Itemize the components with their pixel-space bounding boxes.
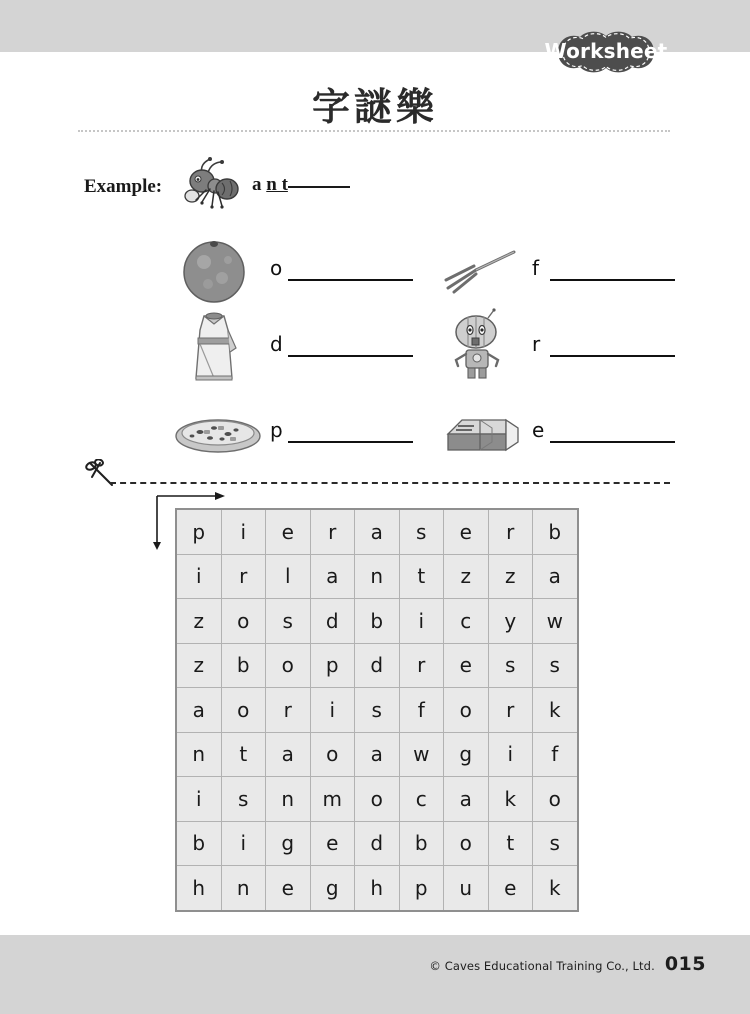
grid-cell[interactable]: o xyxy=(221,599,266,644)
grid-row xyxy=(176,732,578,777)
question-eraser xyxy=(432,394,707,470)
grid-row xyxy=(176,599,578,644)
cut-line xyxy=(110,482,670,484)
grid-cell[interactable]: p xyxy=(176,509,221,554)
grid-cell[interactable]: n xyxy=(355,554,400,599)
robot-image xyxy=(432,308,528,384)
grid-cell[interactable]: w xyxy=(399,732,444,777)
question-letter: p xyxy=(270,418,283,442)
grid-cell[interactable]: s xyxy=(355,688,400,733)
grid-cell[interactable]: p xyxy=(310,643,355,688)
grid-cell[interactable]: d xyxy=(355,643,400,688)
grid-cell[interactable]: z xyxy=(176,599,221,644)
grid-cell[interactable]: f xyxy=(399,688,444,733)
question-orange xyxy=(170,232,445,308)
arrow-down-icon xyxy=(153,542,161,550)
grid-cell[interactable]: r xyxy=(221,554,266,599)
grid-cell[interactable]: o xyxy=(310,732,355,777)
grid-cell[interactable]: o xyxy=(533,777,578,822)
question-blank[interactable] xyxy=(288,279,413,281)
grid-cell[interactable]: b xyxy=(221,643,266,688)
example-answer xyxy=(252,174,350,196)
dress-image xyxy=(170,308,266,384)
grid-cell[interactable]: c xyxy=(399,777,444,822)
grid-cell[interactable]: s xyxy=(266,599,311,644)
footer xyxy=(0,953,750,975)
grid-cell[interactable]: o xyxy=(444,688,489,733)
example-blank xyxy=(288,186,350,188)
grid-cell[interactable]: a xyxy=(266,732,311,777)
worksheet-badge xyxy=(536,29,676,75)
example-label: Example: xyxy=(84,176,163,197)
fork-image xyxy=(432,232,528,308)
page-title: 字謎樂 xyxy=(311,85,438,129)
grid-cell[interactable]: g xyxy=(310,866,355,911)
word-search-body xyxy=(176,509,578,911)
grid-cell[interactable]: i xyxy=(221,821,266,866)
page-number: 015 xyxy=(664,953,706,975)
grid-cell[interactable]: z xyxy=(176,643,221,688)
grid-cell[interactable]: i xyxy=(176,777,221,822)
badge-label: Worksheet xyxy=(544,39,668,63)
grid-cell[interactable]: h xyxy=(176,866,221,911)
grid-cell[interactable]: r xyxy=(266,688,311,733)
question-pizza xyxy=(170,394,445,470)
question-dress xyxy=(170,308,445,384)
question-blank[interactable] xyxy=(550,441,675,443)
grid-cell[interactable]: i xyxy=(176,554,221,599)
question-robot xyxy=(432,308,707,384)
grid-cell[interactable]: f xyxy=(533,732,578,777)
grid-cell[interactable]: z xyxy=(488,554,533,599)
grid-cell[interactable]: s xyxy=(221,777,266,822)
grid-row xyxy=(176,643,578,688)
question-blank[interactable] xyxy=(288,441,413,443)
question-blank[interactable] xyxy=(550,355,675,357)
eraser-image xyxy=(432,394,528,470)
grid-cell[interactable]: i xyxy=(221,509,266,554)
grid-cell[interactable]: o xyxy=(266,643,311,688)
grid-cell[interactable]: d xyxy=(310,599,355,644)
grid-cell[interactable]: a xyxy=(444,777,489,822)
grid-row xyxy=(176,554,578,599)
grid-cell[interactable]: t xyxy=(221,732,266,777)
grid-row xyxy=(176,509,578,554)
grid-cell[interactable]: l xyxy=(266,554,311,599)
arrow-right-icon xyxy=(215,492,225,500)
grid-cell[interactable]: b xyxy=(533,509,578,554)
grid-cell[interactable]: a xyxy=(355,509,400,554)
ant-image xyxy=(172,156,242,218)
grid-cell[interactable]: s xyxy=(488,643,533,688)
pizza-image xyxy=(170,394,266,470)
grid-row xyxy=(176,866,578,911)
grid-cell[interactable]: e xyxy=(266,509,311,554)
grid-cell[interactable]: t xyxy=(399,554,444,599)
grid-cell[interactable]: p xyxy=(399,866,444,911)
example-answer-first: a xyxy=(252,174,267,195)
question-fork xyxy=(432,232,707,308)
word-search-grid[interactable] xyxy=(175,508,579,912)
grid-cell[interactable]: b xyxy=(399,821,444,866)
grid-cell[interactable]: k xyxy=(533,866,578,911)
grid-cell[interactable]: r xyxy=(488,688,533,733)
grid-cell[interactable]: e xyxy=(310,821,355,866)
grid-cell[interactable]: e xyxy=(444,643,489,688)
grid-cell[interactable]: d xyxy=(355,821,400,866)
grid-cell[interactable]: n xyxy=(266,777,311,822)
grid-cell[interactable]: o xyxy=(221,688,266,733)
grid-cell[interactable]: a xyxy=(176,688,221,733)
grid-cell[interactable]: z xyxy=(444,554,489,599)
question-letter: e xyxy=(532,418,545,442)
grid-cell[interactable]: s xyxy=(399,509,444,554)
question-letter: o xyxy=(270,256,283,280)
grid-cell[interactable]: e xyxy=(444,509,489,554)
grid-cell[interactable]: b xyxy=(176,821,221,866)
grid-cell[interactable]: a xyxy=(310,554,355,599)
title-divider xyxy=(78,130,670,132)
grid-cell[interactable]: k xyxy=(488,777,533,822)
grid-row xyxy=(176,821,578,866)
question-blank[interactable] xyxy=(288,355,413,357)
grid-cell[interactable]: h xyxy=(355,866,400,911)
grid-cell[interactable]: m xyxy=(310,777,355,822)
grid-cell[interactable]: u xyxy=(444,866,489,911)
orange-image xyxy=(170,232,266,308)
question-letter: r xyxy=(532,332,541,356)
grid-cell[interactable]: s xyxy=(533,643,578,688)
grid-cell[interactable]: r xyxy=(310,509,355,554)
grid-cell[interactable]: a xyxy=(533,554,578,599)
grid-cell[interactable]: w xyxy=(533,599,578,644)
grid-cell[interactable]: r xyxy=(488,509,533,554)
grid-cell[interactable]: i xyxy=(399,599,444,644)
grid-cell[interactable]: b xyxy=(355,599,400,644)
example-row xyxy=(84,160,504,220)
grid-cell[interactable]: n xyxy=(221,866,266,911)
grid-cell[interactable]: g xyxy=(444,732,489,777)
example-answer-rest: n t xyxy=(266,174,288,195)
grid-cell[interactable]: s xyxy=(533,821,578,866)
grid-cell[interactable]: c xyxy=(444,599,489,644)
grid-cell[interactable]: t xyxy=(488,821,533,866)
question-blank[interactable] xyxy=(550,279,675,281)
grid-row xyxy=(176,688,578,733)
grid-cell[interactable]: k xyxy=(533,688,578,733)
grid-cell[interactable]: n xyxy=(176,732,221,777)
grid-cell[interactable]: r xyxy=(399,643,444,688)
grid-row xyxy=(176,777,578,822)
scissors-icon xyxy=(84,459,118,491)
grid-cell[interactable]: i xyxy=(310,688,355,733)
grid-cell[interactable]: a xyxy=(355,732,400,777)
grid-cell[interactable]: o xyxy=(444,821,489,866)
grid-cell[interactable]: e xyxy=(266,866,311,911)
grid-cell[interactable]: g xyxy=(266,821,311,866)
grid-cell[interactable]: o xyxy=(355,777,400,822)
grid-cell[interactable]: y xyxy=(488,599,533,644)
copyright-text: © Caves Educational Training Co., Ltd. xyxy=(429,959,655,973)
grid-cell[interactable]: e xyxy=(488,866,533,911)
grid-cell[interactable]: i xyxy=(488,732,533,777)
question-letter: f xyxy=(532,256,540,280)
question-letter: d xyxy=(270,332,283,356)
